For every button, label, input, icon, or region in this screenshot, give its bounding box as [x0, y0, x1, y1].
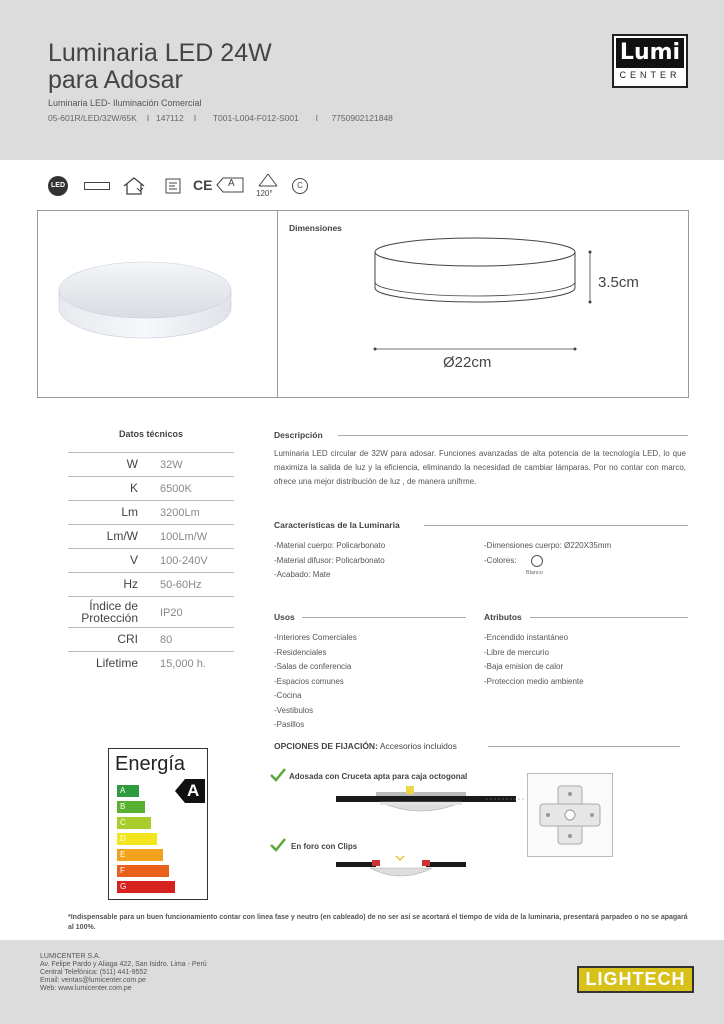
email-link[interactable]: Email: ventas@lumicenter.com.pe: [40, 977, 146, 984]
energy-bar-d: D: [117, 833, 157, 845]
driver-icon: [164, 176, 184, 196]
mount-diagram-surface: [336, 782, 526, 832]
energy-label: [108, 748, 208, 900]
spec-key: Lifetime: [95, 656, 138, 670]
divider: [488, 746, 680, 747]
spec-value: 50-60Hz: [160, 579, 202, 591]
check-icon: [270, 768, 286, 782]
caracteristicas-left: [274, 539, 385, 583]
c-mark-icon: C: [292, 178, 308, 194]
surface-mount-icon: [84, 182, 110, 190]
table-row: [68, 573, 234, 597]
energy-bar-f: F: [117, 865, 169, 877]
list-item: -Residenciales: [274, 647, 327, 657]
ce-mark-icon: CE: [193, 177, 213, 193]
energy-bar-c: C: [117, 817, 151, 829]
list-item: -Encendido instantáneo: [484, 633, 569, 642]
list-item: -Material cuerpo: Policarbonato: [274, 541, 386, 550]
led-icon: LED: [48, 176, 68, 196]
list-item: -Espacios comunes: [274, 676, 344, 686]
list-item: -Interiores Comerciales: [274, 633, 357, 642]
cruceta-bracket-icon: [528, 774, 612, 856]
atributos-list: [484, 631, 584, 689]
certification-icons: [48, 172, 348, 202]
address-line: Av. Felipe Pardo y Aliaga 422, San Isidro. Lima - Perú: [40, 961, 207, 968]
fijacion-title: OPCIONES DE FIJACIÓN:: [274, 741, 378, 751]
table-row: [68, 549, 234, 573]
spec-key: Hz: [123, 577, 138, 591]
energy-class-letter: A: [228, 178, 235, 189]
spec-key: Índice de Protección: [81, 599, 138, 625]
web-link[interactable]: Web: www.lumicenter.com.pe: [40, 985, 132, 992]
caracteristicas-title: Características de la Luminaria: [274, 520, 400, 530]
energy-bar-a: A: [117, 785, 139, 797]
usos-title: Usos: [274, 612, 295, 622]
list-item: -Acabado: Mate: [274, 570, 331, 579]
title-line-1: Luminaria LED 24W: [48, 39, 272, 67]
energy-class-icon: [216, 177, 242, 191]
indoor-house-icon: [122, 176, 146, 196]
table-row: [68, 501, 234, 525]
spec-value: 6500K: [160, 483, 192, 495]
fijacion-option-2: En foro con Clips: [291, 842, 358, 851]
dimension-diameter: Ø22cm: [443, 354, 492, 371]
descripcion-title: Descripción: [274, 430, 323, 440]
list-item: -Proteccion medio ambiente: [484, 676, 584, 686]
list-item: -Libre de mercurio: [484, 647, 549, 657]
color-name: Blanco: [526, 570, 543, 576]
dimension-height: 3.5cm: [598, 274, 639, 291]
divider: [338, 435, 688, 436]
mount-diagram-clips: [336, 852, 476, 888]
beam-angle-icon: [254, 172, 282, 202]
list-item: -Salas de conferencia: [274, 662, 352, 671]
spec-key: CRI: [117, 632, 138, 646]
spec-key: W: [126, 457, 138, 471]
spec-key: Lm: [121, 505, 138, 519]
spec-value: IP20: [160, 607, 183, 619]
lumicenter-logo: [612, 34, 688, 88]
product-codes: 05-601R/LED/32W/65K I 147112 I T001-L004-F012-S001 I 7750902121848: [48, 113, 393, 123]
spec-value: 100Lm/W: [160, 531, 208, 543]
spec-value: 100-240V: [160, 555, 208, 567]
cruceta-photo-box: [527, 773, 613, 857]
datos-tecnicos-title: Datos técnicos: [118, 429, 184, 439]
title-line-2: para Adosar: [48, 66, 183, 94]
color-swatch-white: [531, 555, 543, 567]
table-row: [68, 652, 234, 675]
atributos-title: Atributos: [484, 612, 522, 622]
company-name: LUMICENTER S.A.: [40, 953, 101, 960]
list-item: -Dimensiones cuerpo: Ø220X35mm: [484, 541, 612, 550]
datos-tecnicos-table: [68, 452, 234, 675]
list-item: -Vestibulos: [274, 705, 314, 715]
phone-line: Central Telefónica: (511) 441-9552: [40, 969, 148, 976]
footnote: *Indispensable para un buen funcionamiento contar con linea fase y neutro (en cableado) de no ser así se acortará el tiempo de vida de la luminaria, presentará parpadeo o no se apagará al 100%.: [68, 914, 688, 931]
list-item: -Cocina: [274, 691, 302, 700]
spec-value: 15,000 h.: [160, 658, 206, 670]
product-box-divider: [277, 210, 278, 398]
energy-bar-e: E: [117, 849, 163, 861]
descripcion-text: Luminaria LED circular de 32W para adosar. Funciones avanzadas de alta potencia de la tecnología LED, lo que maximiza la salida de luz y la eficiencia, eliminando la necesidad de cambiar lámparas. Por no contar con marco, ofrece una mejor distribución de luz , de manera unifrme.: [274, 449, 686, 486]
spec-key: K: [129, 481, 138, 495]
product-subtitle: Luminaria LED- Iluminación Comercial: [48, 98, 202, 108]
spec-key: V: [129, 553, 138, 567]
product-title: [48, 40, 448, 94]
list-item: -Colores:: [484, 555, 517, 565]
spec-value: 32W: [160, 459, 183, 471]
divider: [302, 617, 466, 618]
table-row: [68, 628, 234, 652]
table-row: [68, 477, 234, 501]
list-item: -Material difusor: Policarbonato: [274, 555, 385, 565]
spec-value: 3200Lm: [160, 507, 200, 519]
energy-bar-b: B: [117, 801, 145, 813]
lightech-logo: LIGHTECH: [577, 966, 694, 993]
logo-text-top: Lumi: [616, 38, 684, 68]
spec-key: Lm/W: [106, 529, 138, 543]
product-photo: [56, 258, 234, 346]
spec-value: 80: [160, 634, 173, 646]
caracteristicas-right: [484, 539, 611, 568]
dimension-drawing: [360, 232, 600, 362]
table-row: [68, 525, 234, 549]
dimensions-label: Dimensiones: [289, 223, 342, 233]
usos-list: [274, 631, 357, 733]
list-item: -Pasillos: [274, 720, 305, 729]
energy-class-badge: [175, 779, 205, 803]
check-icon: [270, 838, 286, 852]
energy-title: Energía: [115, 753, 186, 775]
energy-class-value: A: [187, 781, 200, 800]
fijacion-subtitle: Accesorios incluidos: [379, 741, 457, 751]
table-row: [68, 597, 234, 628]
divider: [530, 617, 688, 618]
fijacion-heading: [274, 741, 457, 751]
company-address: [40, 953, 207, 993]
divider: [424, 525, 688, 526]
energy-bar-g: G: [117, 881, 175, 893]
fijacion-option-1: Adosada con Cruceta apta para caja octogonal: [289, 772, 468, 781]
table-row: [68, 452, 234, 477]
beam-angle-value: 120°: [256, 189, 273, 198]
list-item: -Baja emision de calor: [484, 662, 564, 671]
logo-text-bottom: CENTER: [619, 70, 681, 80]
